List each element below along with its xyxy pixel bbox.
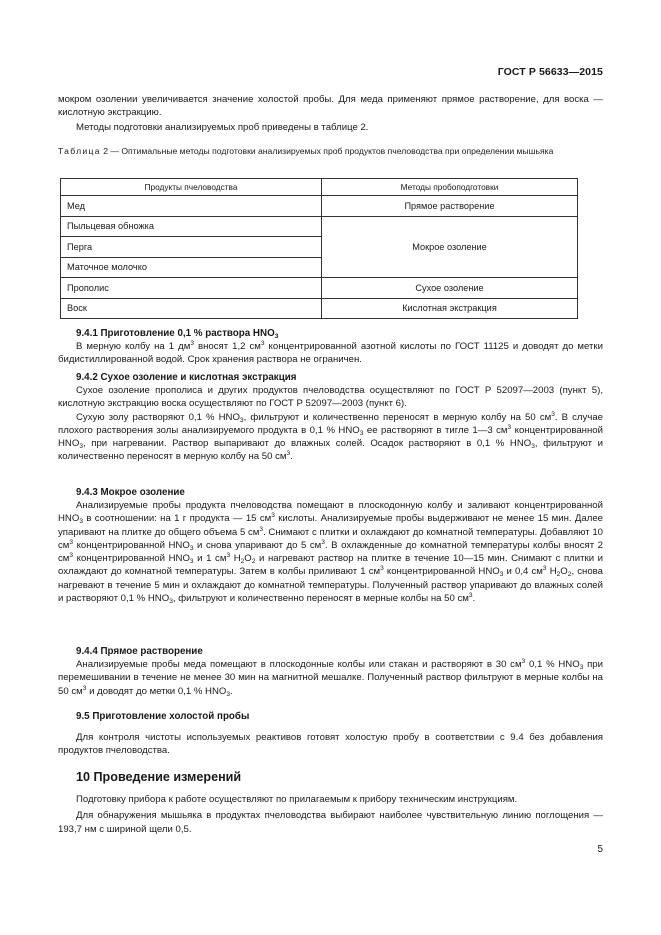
section-heading: 9.4.3 Мокрое озоление (76, 487, 185, 498)
section-heading: 10 Проведение измерений (76, 770, 242, 784)
table-cell-product: Перга (61, 237, 322, 258)
table-header-products: Продукты пчеловодства (61, 179, 322, 196)
table-cell-product: Пыльцевая обножка (61, 216, 322, 237)
table-cell-method: Прямое растворение (322, 196, 578, 217)
table-cell-product: Прополис (61, 278, 322, 299)
table-caption (58, 146, 603, 158)
section-paragraph: Сухое озоление прополиса и других продуктов пчеловодства осуществляют по ГОСТ Р 52097—2003 (пункт 5), кислотную экстракцию воска осуществляют по ГОСТ Р 52097—2003 (пункт 6). (58, 385, 603, 410)
section-paragraph: Подготовку прибора к работе осуществляют по прилагаемым к прибору техническим инструкциям. (76, 794, 518, 805)
section-paragraph: Анализируемые пробы продукта пчеловодства помещают в плоскодонную колбу и заливают концентрированной $HNO_3$ в соотношении: на 1 г продукта — 15 $см^3$ кислоты. Анализируемые пробы выдерживают не менее 15 мин. Далее упаривают на плитке до общего объема 5 $см^3$. Снимают с плитки и охлаждают до комнатной температуры. Добавляют 10 $см^3$ концентрированной $HNO_3$ и снова упаривают до 5 $см^3$. В охлажденные до комнатной температуры колбы вносят 2 $см^3$ концентрированной $HNO_3$ и 1 $см^3$ $H_2O_2$ и нагревают раствор на плитке в течение 10—15 мин. Снимают с плитки и охлаждают до комнатной температуры. Затем в колбы приливают 1 $см^3$ концентрированной $HNO_3$ и 0,4 $см^3$ $H_2O_2$, снова нагревают в течение 5 мин и охлаждают до комнатной температуры. Полученный раствор упаривают до влажных солей и растворяют 0,1 % $HNO_3$, фильтруют и количественно переносят в мерные колбы на 50 $см^3$. (58, 500, 603, 606)
table-row (61, 216, 578, 237)
section-9-4-2 (58, 371, 603, 464)
table-caption-label: Таблица (58, 146, 101, 156)
section-9-4-4 (58, 645, 603, 698)
section-9-4-3 (58, 486, 603, 605)
table-cell-method: Сухое озоление (322, 278, 578, 299)
section-heading: 9.4.4 Прямое растворение (76, 646, 203, 657)
section-9-4-1 (58, 327, 603, 367)
intro-paragraph-table-ref: Методы подготовки анализируемых проб приведены в таблице 2. (76, 122, 369, 133)
table-cell-method: Мокрое озоление (322, 216, 578, 278)
section-heading: 9.4.1 Приготовление 0,1 % раствора $HNO_3$ (76, 328, 279, 340)
section-paragraph: Для контроля чистоты используемых реактивов готовят холостую пробу в соответствии с 9.4 без добавления продуктов пчеловодства. (58, 732, 603, 757)
table-row (61, 278, 578, 299)
section-heading: 9.5 Приготовление холостой пробы (76, 711, 250, 722)
table-row (61, 196, 578, 217)
table-cell-product: Маточное молочко (61, 257, 322, 278)
section-paragraph: В мерную колбу на 1 $дм^3$ вносят 1,2 $см^3$ концентрированной азотной кислоты по ГОСТ 11125 и доводят до метки бидистиллированной водой. Срок хранения раствора не ограничен. (58, 340, 603, 366)
table-caption-text: 2 — Оптимальные методы подготовки анализируемых проб продуктов пчеловодства при определении мышьяка (103, 146, 554, 156)
intro-paragraph: мокром озолении увеличивается значение холостой пробы. Для меда применяют прямое растворение, для воска — кислотную экстракцию. (58, 94, 603, 119)
section-paragraph: Сухую золу растворяют 0,1 % $HNO_3$, фильтруют и количественно переносят в мерную колбу на 50 $см^3$. В случае плохого растворения золы анализируемого продукта в 0,1 % $HNO_3$ ее растворяют в тигле 1—3 $см^3$ концентрированной $HNO_3$, при нагревании. Раствор выпаривают до влажных солей. Осадок растворяют в 0,1 % $HNO_3$, фильтруют и количественно переносят в мерную колбу на 50 $см^3$. (58, 410, 603, 463)
section-heading: 9.4.2 Сухое озоление и кислотная экстракция (76, 372, 297, 383)
standard-header: ГОСТ Р 56633—2015 (497, 66, 603, 78)
table-cell-product: Воск (61, 298, 322, 319)
table-row (61, 298, 578, 319)
table-cell-method: Кислотная экстракция (322, 298, 578, 319)
section-paragraph: Для обнаружения мышьяка в продуктах пчеловодства выбирают наиболее чувствительную линию поглощения — 193,7 нм с шириной щели 0,5. (58, 810, 603, 835)
section-paragraph: Анализируемые пробы меда помещают в плоскодонные колбы или стакан и растворяют в 30 $см^3$ 0,1 % $HNO_3$ при перемешивании в течение не менее 30 мин на магнитной мешалке. Полученный раствор фильтруют в мерные колбы на 50 $см^3$ и доводят до метки 0,1 % $HNO_3$. (58, 658, 603, 698)
table-header-methods: Методы пробоподготовки (322, 179, 578, 196)
section-9-5 (58, 710, 603, 758)
page-number: 5 (597, 844, 603, 855)
table-cell-product: Мед (61, 196, 322, 217)
methods-table (60, 178, 578, 319)
table-header-row (61, 179, 578, 196)
section-10 (58, 769, 603, 836)
